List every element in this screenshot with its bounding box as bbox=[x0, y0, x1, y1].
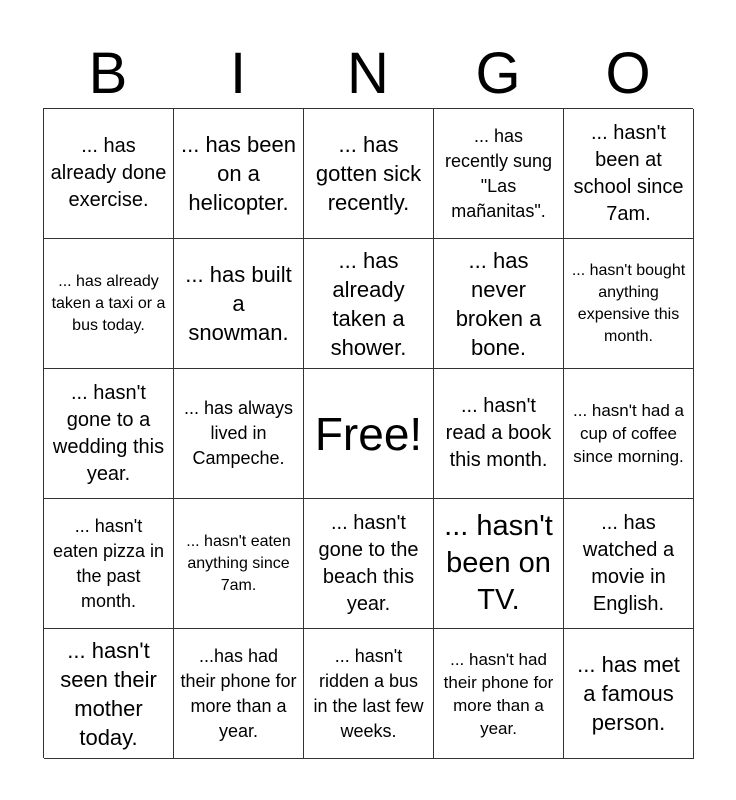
cell-text: ... has been on a helicopter. bbox=[181, 132, 296, 215]
cell-text: ...has had their phone for more than a year. bbox=[180, 645, 297, 741]
bingo-cell[interactable] bbox=[174, 629, 304, 759]
cell-text: ... hasn't gone to a wedding this year. bbox=[52, 381, 165, 485]
cell-text: ... has already taken a taxi or a bus today. bbox=[51, 272, 166, 334]
header-letter-i: I bbox=[229, 41, 247, 106]
bingo-cell[interactable] bbox=[564, 239, 694, 369]
cell-text: ... has never broken a bone. bbox=[455, 247, 542, 360]
header-letter-b: B bbox=[88, 41, 128, 106]
bingo-cell[interactable] bbox=[304, 629, 434, 759]
cell-text: ... hasn't seen their mother today. bbox=[60, 637, 157, 750]
header-letter-g: G bbox=[475, 41, 521, 106]
bingo-cell[interactable] bbox=[434, 499, 564, 629]
bingo-grid bbox=[43, 108, 693, 758]
cell-text: ... hasn't had a cup of coffee since morning. bbox=[573, 401, 684, 466]
bingo-cell[interactable] bbox=[434, 109, 564, 239]
cell-text: ... hasn't gone to the beach this year. bbox=[318, 511, 419, 615]
bingo-header bbox=[43, 40, 693, 108]
bingo-cell[interactable] bbox=[174, 239, 304, 369]
bingo-cell[interactable] bbox=[44, 109, 174, 239]
bingo-cell[interactable] bbox=[44, 499, 174, 629]
cell-text: ... has built a snowman. bbox=[185, 262, 292, 345]
bingo-cell[interactable] bbox=[434, 629, 564, 759]
cell-text: ... hasn't been at school since 7am. bbox=[573, 121, 684, 225]
cell-text: ... has always lived in Campeche. bbox=[183, 398, 294, 468]
cell-text: ... hasn't ridden a bus in the last few weeks. bbox=[313, 645, 424, 741]
bingo-cell[interactable] bbox=[44, 629, 174, 759]
bingo-cell[interactable] bbox=[434, 239, 564, 369]
free-space-text: Free! bbox=[314, 407, 423, 460]
cell-text: ... has watched a movie in English. bbox=[582, 511, 675, 615]
bingo-cell[interactable] bbox=[44, 369, 174, 499]
bingo-cell[interactable] bbox=[174, 109, 304, 239]
cell-text: ... has gotten sick recently. bbox=[315, 132, 422, 215]
cell-text: ... has already done exercise. bbox=[50, 135, 167, 211]
cell-text: ... hasn't eaten pizza in the past month. bbox=[52, 515, 165, 611]
header-letter-o: O bbox=[605, 41, 651, 106]
bingo-cell[interactable] bbox=[304, 109, 434, 239]
cell-text: ... hasn't been on TV. bbox=[444, 510, 553, 616]
bingo-cell[interactable] bbox=[564, 369, 694, 499]
bingo-cell[interactable] bbox=[44, 239, 174, 369]
cell-text: ... hasn't read a book this month. bbox=[445, 395, 552, 471]
bingo-cell[interactable] bbox=[564, 629, 694, 759]
bingo-cell[interactable] bbox=[174, 499, 304, 629]
bingo-cell[interactable] bbox=[564, 499, 694, 629]
bingo-cell[interactable] bbox=[434, 369, 564, 499]
cell-text: ... hasn't had their phone for more than a year. bbox=[443, 649, 554, 738]
cell-text: ... has already taken a shower. bbox=[330, 247, 407, 360]
bingo-cell[interactable] bbox=[174, 369, 304, 499]
bingo-cell[interactable] bbox=[304, 239, 434, 369]
header-letter-n: N bbox=[347, 41, 389, 106]
bingo-cell[interactable] bbox=[304, 499, 434, 629]
cell-text: ... hasn't bought anything expensive this month. bbox=[571, 261, 686, 345]
free-space-cell[interactable] bbox=[304, 369, 434, 499]
cell-text: ... hasn't eaten anything since 7am. bbox=[186, 532, 291, 594]
cell-text: ... has met a famous person. bbox=[577, 652, 680, 735]
bingo-cell[interactable] bbox=[564, 109, 694, 239]
cell-text: ... has recently sung "Las mañanitas". bbox=[444, 125, 553, 221]
